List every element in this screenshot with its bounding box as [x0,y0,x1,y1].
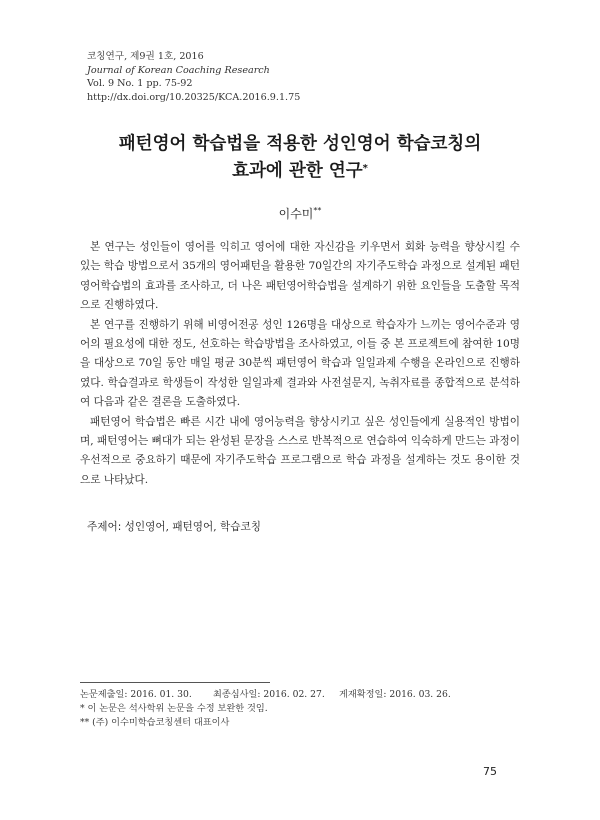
accepted-date: 게재확정일: 2016. 03. 26. [339,689,451,700]
footnotes [80,688,451,731]
footnote-divider [80,682,270,683]
reviewed-date: 최종심사일: 2016. 02. 27. [213,689,325,700]
abstract [80,238,520,490]
footnote-dates [80,688,451,702]
journal-issue: 코칭연구, 제9권 1호, 2016 [87,51,204,62]
footnote-2: ** (주) 이수미학습코칭센터 대표이사 [80,717,230,729]
journal-volume: Vol. 9 No. 1 pp. 75-92 [87,78,193,90]
author-name: 이수미 [278,207,314,221]
journal-name: Journal of Korean Coaching Research [87,64,270,76]
keywords [87,519,261,534]
journal-header [87,50,300,104]
paper-title [0,131,600,185]
title-line-2-wrap [0,158,600,185]
author-footnote-mark: ** [313,206,322,215]
keywords-label: 주제어: [87,521,122,533]
page-number: 75 [483,765,497,778]
keywords-text: 성인영어, 패턴영어, 학습코칭 [124,521,261,533]
title-line-2: 효과에 관한 연구 [232,161,363,181]
author-line [0,205,600,222]
received-date: 논문제출일: 2016. 01. 30. [80,689,192,700]
journal-doi: http://dx.doi.org/10.20325/KCA.2016.9.1.75 [87,91,301,103]
abstract-paragraph-3: 패턴영어 학습법은 빠른 시간 내에 영어능력을 향상시키고 싶은 성인들에게 실용적인 방법이며, 패턴영어는 뼈대가 되는 완성된 문장을 스스로 반복적으로 연습하여 익숙하게 만드는 과정이 우선적으로 중요하기 때문에 자기주도학습 프로그램으로 학습 과정을 설계하는 것도 용이한 것으로 나타났다. [80,415,520,486]
title-footnote-mark: * [362,163,368,174]
footnote-1: * 이 논문은 석사학위 논문을 수정 보완한 것임. [80,703,268,715]
abstract-paragraph-1: 본 연구는 성인들이 영어를 익히고 영어에 대한 자신감을 키우면서 회화 능력을 향상시킬 수 있는 학습 방법으로서 35개의 영어패턴을 활용한 70일간의 자기주도학습 과정으로 설계된 패턴영어학습법의 효과를 조사하고, 더 나은 패턴영어학습법을 설계하기 위한 요인들을 도출할 목적으로 진행하였다. [80,241,520,312]
title-line-1: 패턴영어 학습법을 적용한 성인영어 학습코칭의 [118,134,482,154]
abstract-paragraph-2: 본 연구를 진행하기 위해 비영어전공 성인 126명을 대상으로 학습자가 느끼는 영어수준과 영어의 필요성에 대한 정도, 선호하는 학습방법을 조사하였고, 이들 중 본 프로젝트에 참여한 10명을 대상으로 70일 동안 매일 평균 30분씩 패턴영어 학습과 일일과제 수행을 온라인으로 진행하였다. 학습결과로 학생들이 작성한 일일과제 결과와 사전설문지, 녹취자료를 종합적으로 분석하여 다음과 같은 결론을 도출하였다. [80,318,520,409]
